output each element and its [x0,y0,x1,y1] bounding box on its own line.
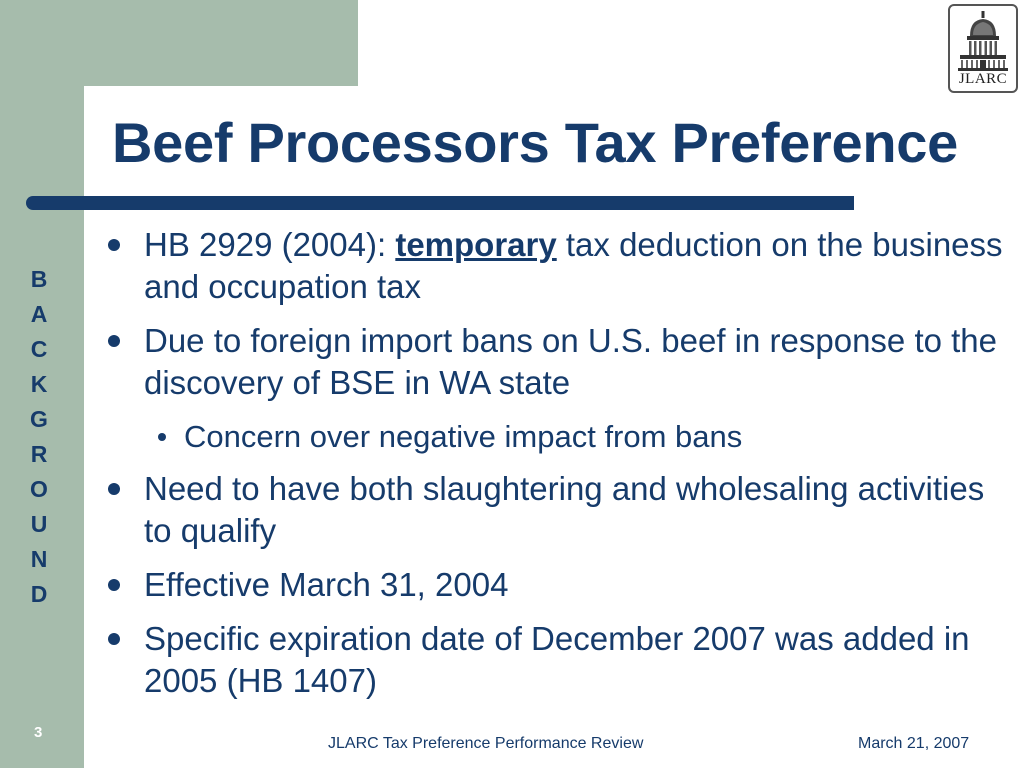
bullet-dot-icon [108,483,120,495]
bullet-text: Specific expiration date of December 2007 was added in 2005 (HB 1407) [144,620,970,699]
section-letter: B [30,266,48,292]
bullet-item [104,564,1014,606]
bullet-item [104,468,1014,552]
capitol-dome-icon [956,10,1010,72]
bullet-item [104,618,1014,702]
top-band [0,0,358,86]
footer-title: JLARC Tax Preference Performance Review [328,735,644,752]
jlarc-logo [948,4,1018,93]
bullet-dot-icon [158,433,166,441]
bullet-dot-icon [108,633,120,645]
bullet-text: Due to foreign import bans on U.S. beef in response to the discovery of BSE in WA state [144,322,998,401]
section-letter: D [30,581,48,607]
bullet-list [104,224,1014,714]
bullet-dot-icon [108,579,120,591]
section-letter: O [30,476,48,502]
section-letter: K [30,371,48,397]
section-letter: A [30,301,48,327]
section-letter: C [30,336,48,362]
bullet-text: HB 2929 (2004): [144,226,396,263]
slide-number: 3 [34,724,43,741]
bullet-dot-icon [108,239,120,251]
emphasized-text: temporary [395,226,557,263]
logo-text: JLARC [958,71,1008,87]
section-letter: R [30,441,48,467]
section-letter: G [30,406,48,432]
bullet-text: Effective March 31, 2004 [144,566,509,603]
bullet-text: tax deduction on the business and occupation tax [144,226,1003,305]
section-letter: U [30,511,48,537]
sub-bullet-item [104,416,1014,458]
bullet-item [104,224,1014,308]
slide-title: Beef Processors Tax Preference [112,111,958,174]
section-vertical-label [26,262,52,612]
title-underline-rule [26,196,854,210]
sub-bullet-text: Concern over negative impact from bans [184,419,743,454]
bullet-dot-icon [108,335,120,347]
bullet-item [104,320,1014,404]
bullet-text: Need to have both slaughtering and wholesaling activities to qualify [144,470,985,549]
section-letter: N [30,546,48,572]
footer-date: March 21, 2007 [858,735,970,752]
